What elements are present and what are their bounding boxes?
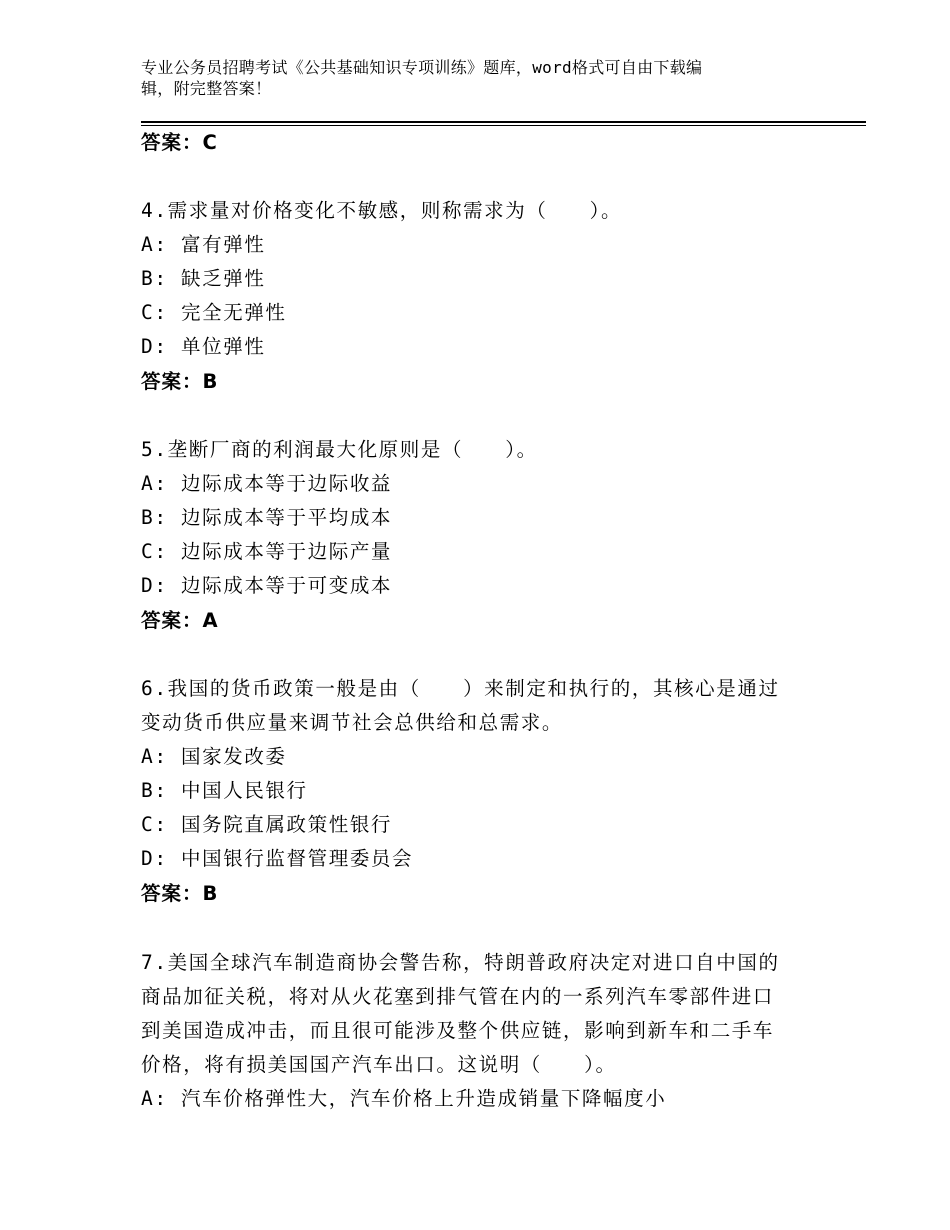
question-6-option-d: D: 中国银行监督管理委员会 (141, 847, 414, 870)
question-7-stem-line-2: 商品加征关税，将对从火花塞到排气管在内的一系列汽车零部件进口 (141, 985, 775, 1008)
question-4-option-d: D: 单位弹性 (141, 335, 266, 358)
header-line-1: 专业公务员招聘考试《公共基础知识专项训练》题库，word格式可自由下载编 (141, 58, 703, 77)
question-4-stem: 4.需求量对价格变化不敏感，则称需求为（ ）。 (141, 199, 623, 222)
question-5-option-a: A: 边际成本等于边际收益 (141, 472, 393, 495)
header-rule-thick (141, 121, 866, 123)
question-4-option-b: B: 缺乏弹性 (141, 267, 266, 290)
question-7-stem-line-1: 7.美国全球汽车制造商协会警告称，特朗普政府决定对进口自中国的 (141, 951, 780, 974)
question-6-option-b: B: 中国人民银行 (141, 779, 308, 802)
question-6-option-a: A: 国家发改委 (141, 745, 287, 768)
question-5-option-d: D: 边际成本等于可变成本 (141, 574, 393, 597)
question-4-answer: 答案：B (141, 370, 219, 393)
question-6-stem-line-2: 变动货币供应量来调节社会总供给和总需求。 (141, 711, 564, 734)
question-5-option-c: C: 边际成本等于边际产量 (141, 540, 393, 563)
question-7-stem-line-4: 价格，将有损美国国产汽车出口。这说明（ ）。 (141, 1053, 617, 1076)
question-4-option-a: A: 富有弹性 (141, 233, 266, 256)
question-5-option-b: B: 边际成本等于平均成本 (141, 506, 393, 529)
document-header (141, 57, 821, 99)
question-7-stem-line-3: 到美国造成冲击，而且很可能涉及整个供应链，影响到新车和二手车 (141, 1019, 775, 1042)
header-rule-thin (141, 125, 866, 126)
question-4-option-c: C: 完全无弹性 (141, 301, 287, 324)
question-6-answer: 答案：B (141, 882, 219, 905)
question-6-stem-line-1: 6.我国的货币政策一般是由（ ）来制定和执行的，其核心是通过 (141, 677, 780, 700)
question-5-answer: 答案：A (141, 609, 219, 632)
question-6-option-c: C: 国务院直属政策性银行 (141, 813, 393, 836)
question-7-option-a: A: 汽车价格弹性大，汽车价格上升造成销量下降幅度小 (141, 1087, 667, 1110)
answer-line-prev: 答案：C (141, 131, 218, 154)
question-5-stem: 5.垄断厂商的利润最大化原则是（ ）。 (141, 438, 538, 461)
header-line-2: 辑，附完整答案！ (141, 79, 272, 98)
